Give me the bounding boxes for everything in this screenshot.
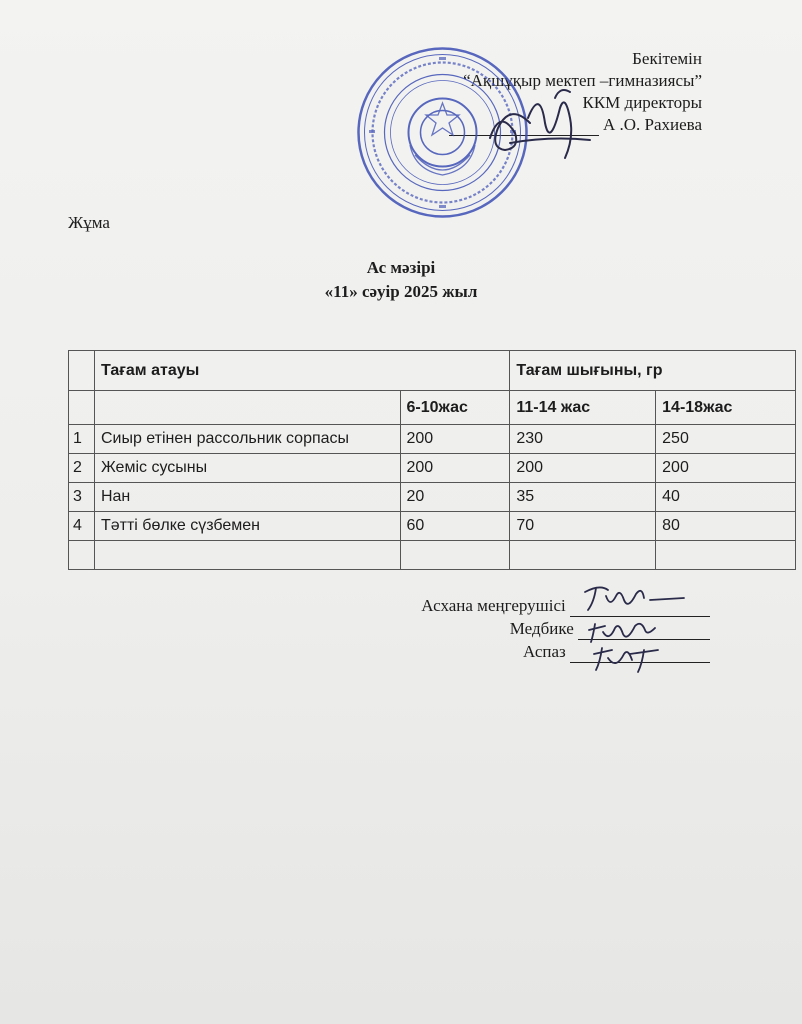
portion-value: 200 bbox=[400, 425, 510, 454]
portion-value: 35 bbox=[510, 483, 656, 512]
signature-row-nurse bbox=[421, 617, 710, 640]
menu-date: «11» сәуір 2025 жыл bbox=[324, 282, 478, 301]
approval-line-approve: Бекітемін bbox=[632, 49, 702, 68]
empty-cell bbox=[510, 541, 656, 570]
age-empty-cell bbox=[69, 391, 95, 425]
approval-line-school: “Ақшұқыр мектеп –гимназиясы” bbox=[463, 71, 702, 90]
director-signature bbox=[470, 78, 600, 173]
header-num-cell bbox=[69, 351, 95, 391]
row-number: 4 bbox=[69, 512, 95, 541]
table-empty-row bbox=[69, 541, 796, 570]
portion-value: 60 bbox=[400, 512, 510, 541]
age-empty-cell bbox=[94, 391, 400, 425]
portion-value: 40 bbox=[656, 483, 796, 512]
empty-cell bbox=[656, 541, 796, 570]
dish-name: Жеміс сусыны bbox=[94, 454, 400, 483]
age-group-header: 14-18жас bbox=[656, 391, 796, 425]
empty-cell bbox=[69, 541, 95, 570]
menu-table bbox=[68, 350, 796, 570]
cook-signature bbox=[588, 640, 668, 676]
table-row bbox=[69, 425, 796, 454]
portion-value: 250 bbox=[656, 425, 796, 454]
empty-cell bbox=[400, 541, 510, 570]
dish-name: Сиыр етінен рассольник сорпасы bbox=[94, 425, 400, 454]
portion-value: 200 bbox=[510, 454, 656, 483]
portion-value: 20 bbox=[400, 483, 510, 512]
table-row bbox=[69, 454, 796, 483]
header-dish-name: Тағам атауы bbox=[94, 351, 509, 391]
table-header-row bbox=[69, 351, 796, 391]
row-number: 1 bbox=[69, 425, 95, 454]
cook-label: Аспаз bbox=[522, 642, 566, 661]
portion-value: 80 bbox=[656, 512, 796, 541]
table-age-row bbox=[69, 391, 796, 425]
canteen-head-label: Асхана меңгерушісі bbox=[421, 596, 566, 615]
age-group-header: 11-14 жас bbox=[510, 391, 656, 425]
menu-title: Ас мәзірі bbox=[366, 258, 436, 277]
approval-line-position: ККМ директоры bbox=[582, 93, 702, 112]
dish-name: Тәтті бөлке сүзбемен bbox=[94, 512, 400, 541]
portion-value: 70 bbox=[510, 512, 656, 541]
director-name: А .О. Рахиева bbox=[602, 115, 702, 134]
portion-value: 200 bbox=[400, 454, 510, 483]
row-number: 2 bbox=[69, 454, 95, 483]
portion-value: 230 bbox=[510, 425, 656, 454]
canteen-head-signature bbox=[580, 582, 690, 614]
row-number: 3 bbox=[69, 483, 95, 512]
nurse-label: Медбике bbox=[509, 619, 574, 638]
header-consumption: Тағам шығыны, гр bbox=[510, 351, 796, 391]
portion-value: 200 bbox=[656, 454, 796, 483]
table-row bbox=[69, 512, 796, 541]
dish-name: Нан bbox=[94, 483, 400, 512]
age-group-header: 6-10жас bbox=[400, 391, 510, 425]
empty-cell bbox=[94, 541, 400, 570]
table-row bbox=[69, 483, 796, 512]
weekday-label: Жұма bbox=[68, 213, 110, 232]
